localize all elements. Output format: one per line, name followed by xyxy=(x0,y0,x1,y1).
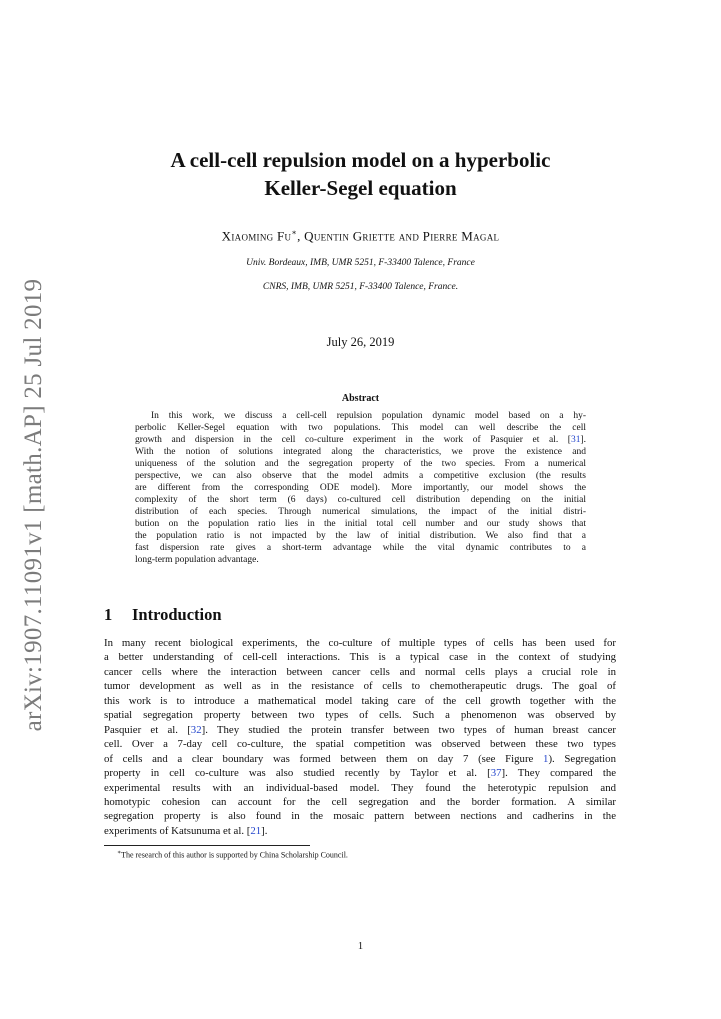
text-line: spatial segregation property between two types of cells. Such a phenomenon was observed by xyxy=(104,709,616,722)
text-line xyxy=(104,766,616,780)
section-heading xyxy=(104,605,222,625)
text-line: In this work, we discuss a cell-cell repulsion population dynamic model based on a hy- xyxy=(151,411,586,421)
text-line: perspective, we can also observe that the model admits a competitive exclusion (the results xyxy=(135,471,586,481)
text-segment: growth and dispersion in the cell co-culture experiment in the work of Pasquier et al. [ xyxy=(135,435,571,445)
author-names: , Quentin Griette and Pierre Magal xyxy=(297,228,500,244)
text-segment: ]. They studied the protein transfer between two types of human breast cancer xyxy=(201,723,616,736)
introduction-body xyxy=(104,636,616,838)
text-line: this work is to introduce a mathematical model taking care of the cell growth together with the xyxy=(104,694,616,707)
affiliation: CNRS, IMB, UMR 5251, F-33400 Talence, France. xyxy=(262,282,459,292)
footnote xyxy=(117,849,348,860)
text-segment: ]. They compared the xyxy=(501,767,617,780)
text-segment: of cells and a clear boundary was formed between them on day 7 (see Figure xyxy=(104,752,544,765)
text-line xyxy=(104,723,616,737)
text-segment: ]. xyxy=(261,824,268,837)
text-line: perbolic Keller-Segel equation with two populations. This model can well describe the cell xyxy=(135,423,586,433)
text-line: fast dispersion rate gives a short-term advantage while the vital dynamic contributes to a xyxy=(135,543,586,553)
citation-link[interactable]: 37 xyxy=(490,767,502,780)
text-line: are different from the corresponding ODE model). More importantly, our model shows the xyxy=(135,483,586,493)
citation-link[interactable]: 32 xyxy=(190,723,202,736)
text-line: segregation property is also found in the mosaic pattern between nections and cadherins in the xyxy=(104,810,616,823)
footnote-text: The research of this author is supported by China Scholarship Council. xyxy=(121,850,348,860)
section-number: 1 xyxy=(104,605,113,624)
text-line: complexity of the short term (6 days) co-cultured cell distribution depending on the initial xyxy=(135,495,586,505)
title-line: A cell-cell repulsion model on a hyperbolic xyxy=(170,148,551,172)
text-line: experimental results with an individual-based model. They found the heterotypic repulsion and xyxy=(104,781,616,794)
text-segment: ]. xyxy=(580,435,586,445)
paper-date: July 26, 2019 xyxy=(326,335,395,349)
text-segment: experiments of Katsunuma et al. [ xyxy=(104,824,251,837)
text-line: cell. Over a 7-day cell co-culture, the spatial competition was observed between these two types xyxy=(104,738,616,751)
footnote-rule xyxy=(104,845,310,846)
text-line: uniqueness of the solution and the segregation property of the two species. From a numerical xyxy=(135,459,586,469)
author-list xyxy=(100,228,621,244)
author-name: Xiaoming Fu xyxy=(221,228,292,244)
text-line xyxy=(104,824,616,838)
text-segment: property in cell co-culture was also studied recently by Taylor et al. [ xyxy=(104,767,491,780)
page-number: 1 xyxy=(357,941,364,952)
text-line xyxy=(104,752,616,766)
footnote-marker: ∗ xyxy=(291,228,298,237)
text-line: With the notion of solutions integrated along the characteristics, we prove the existence and xyxy=(135,447,586,457)
citation-link[interactable]: 31 xyxy=(570,435,581,445)
abstract-body xyxy=(135,410,586,566)
text-line xyxy=(135,434,586,446)
text-line: tumor development as well as in the resistance of cells to chemotherapeutic drugs. The goal of xyxy=(104,680,616,693)
text-line: bution on the population ratio lies in the initial total cell number and our study shows that xyxy=(135,519,586,529)
text-segment: Pasquier et al. [ xyxy=(104,723,191,736)
affiliation: Univ. Bordeaux, IMB, UMR 5251, F-33400 Talence, France xyxy=(246,258,475,268)
text-line: In many recent biological experiments, the co-culture of multiple types of cells has been used for xyxy=(104,637,616,649)
text-line: distribution of each species. Through numerical simulations, the impact of the initial distri- xyxy=(135,507,586,517)
text-line: homotypic cohesion can account for the cell segregation and the border formation. A similar xyxy=(104,795,616,808)
footnote-marker: ∗ xyxy=(117,850,122,856)
abstract-heading: Abstract xyxy=(341,393,380,404)
text-line: the population ratio is not impacted by the law of initial distribution. We also find that a xyxy=(135,531,586,541)
text-segment: ). Segregation xyxy=(548,752,616,765)
text-line: cancer cells where the interaction between cancer cells and normal cells plays a crucial role in xyxy=(104,665,616,678)
citation-link[interactable]: 21 xyxy=(250,824,262,837)
paper-title xyxy=(100,146,621,202)
title-line: Keller-Segel equation xyxy=(264,176,457,200)
text-line: long-term population advantage. xyxy=(135,555,259,565)
arxiv-identifier: arXiv:1907.11091v1 [math.AP] 25 Jul 2019 xyxy=(20,278,47,732)
text-line: a better understanding of cell-cell interactions. This is a typical case in the context of studying xyxy=(104,651,616,664)
arxiv-stamp xyxy=(14,278,54,732)
section-title: Introduction xyxy=(132,605,222,624)
citation-link[interactable]: 1 xyxy=(543,752,549,765)
